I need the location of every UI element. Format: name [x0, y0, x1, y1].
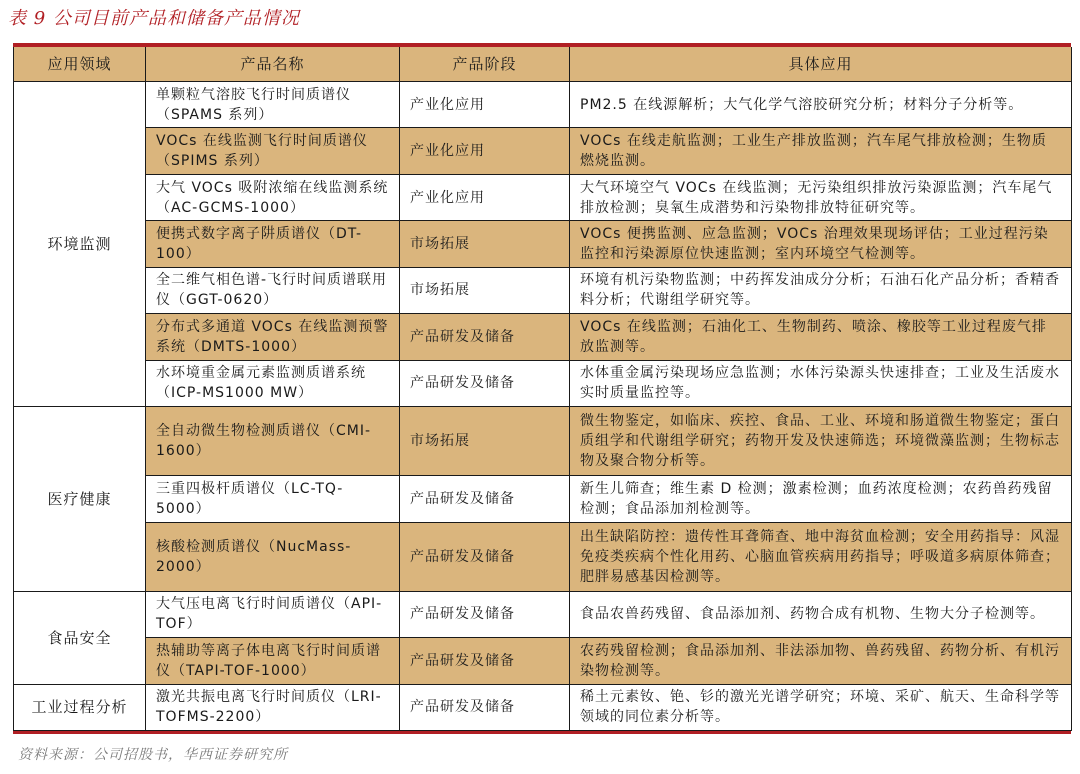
application-cell: 农药残留检测；食品添加剂、非法添加物、兽药残留、药物分析、有机污染物检测等。: [570, 638, 1072, 684]
product-name-cell: 大气压电离飞行时间质谱仪（API-TOF）: [146, 591, 400, 637]
products-table: [13, 47, 1072, 731]
table-row: [14, 638, 1072, 684]
stage-cell: 产品研发及储备: [400, 522, 570, 591]
table-row: [14, 684, 1072, 730]
stage-cell: 市场拓展: [400, 407, 570, 476]
stage-cell: 市场拓展: [400, 267, 570, 313]
application-cell: 出生缺陷防控：遗传性耳聋筛查、地中海贫血检测；安全用药指导：风湿免疫类疾病个性化用药、心脑血管疾病用药指导；呼吸道多病原体筛查；肥胖易感基因检测等。: [570, 522, 1072, 591]
product-name-cell: 核酸检测质谱仪（NucMass-2000）: [146, 522, 400, 591]
application-cell: VOCs 便携监测、应急监测；VOCs 治理效果现场评估；工业过程污染监控和污染源原位快速监测；室内环境空气检测等。: [570, 221, 1072, 267]
product-name-cell: 单颗粒气溶胶飞行时间质谱仪（SPAMS 系列）: [146, 82, 400, 128]
application-cell: 水体重金属污染现场应急监测；水体污染源头快速排查；工业及生活废水实时质量监控等。: [570, 360, 1072, 406]
product-name-cell: 全二维气相色谱-飞行时间质谱联用仪（GGT-0620）: [146, 267, 400, 313]
table-row: [14, 221, 1072, 267]
product-name-cell: 热辅助等离子体电离飞行时间质谱仪（TAPI-TOF-1000）: [146, 638, 400, 684]
stage-cell: 产业化应用: [400, 128, 570, 174]
table-row: [14, 314, 1072, 360]
application-cell: 环境有机污染物监测；中药挥发油成分分析；石油石化产品分析；香精香料分析；代谢组学研究等。: [570, 267, 1072, 313]
table-row: [14, 174, 1072, 220]
application-cell: 新生儿筛查；维生素 D 检测；激素检测；血药浓度检测；农药兽药残留检测；食品添加剂检测等。: [570, 476, 1072, 522]
stage-cell: 产品研发及储备: [400, 638, 570, 684]
header-product-name: 产品名称: [146, 47, 400, 82]
domain-cell: 环境监测: [14, 82, 146, 407]
table-row: [14, 591, 1072, 637]
product-name-cell: VOCs 在线监测飞行时间质谱仪（SPIMS 系列）: [146, 128, 400, 174]
table-row: [14, 407, 1072, 476]
application-cell: VOCs 在线走航监测；工业生产排放监测；汽车尾气排放检测；生物质燃烧监测。: [570, 128, 1072, 174]
stage-cell: 产品研发及储备: [400, 684, 570, 730]
header-application: 具体应用: [570, 47, 1072, 82]
product-name-cell: 三重四极杆质谱仪（LC-TQ-5000）: [146, 476, 400, 522]
stage-cell: 产品研发及储备: [400, 476, 570, 522]
table-row: [14, 267, 1072, 313]
stage-cell: 产品研发及储备: [400, 314, 570, 360]
stage-cell: 产品研发及储备: [400, 360, 570, 406]
header-domain: 应用领域: [14, 47, 146, 82]
table-row: [14, 82, 1072, 128]
product-name-cell: 便携式数字离子阱质谱仪（DT-100）: [146, 221, 400, 267]
application-cell: 微生物鉴定，如临床、疾控、食品、工业、环境和肠道微生物鉴定；蛋白质组学和代谢组学研究；药物开发及快速筛选；环境微藻监测；生物标志物及聚合物分析等。: [570, 407, 1072, 476]
product-name-cell: 大气 VOCs 吸附浓缩在线监测系统（AC-GCMS-1000）: [146, 174, 400, 220]
stage-cell: 产品研发及储备: [400, 591, 570, 637]
stage-cell: 市场拓展: [400, 221, 570, 267]
product-name-cell: 水环境重金属元素监测质谱系统（ICP-MS1000 MW）: [146, 360, 400, 406]
product-name-cell: 全自动微生物检测质谱仪（CMI-1600）: [146, 407, 400, 476]
stage-cell: 产业化应用: [400, 174, 570, 220]
application-cell: 稀土元素钕、铯、钐的激光光谱学研究；环境、采矿、航天、生命科学等领域的同位素分析等。: [570, 684, 1072, 730]
header-stage: 产品阶段: [400, 47, 570, 82]
domain-cell: 食品安全: [14, 591, 146, 684]
table-title: 表 9 公司目前产品和储备产品情况: [8, 8, 300, 29]
product-name-cell: 分布式多通道 VOCs 在线监测预警系统（DMTS-1000）: [146, 314, 400, 360]
table-row: [14, 360, 1072, 406]
table-header-row: [14, 47, 1072, 82]
domain-cell: 工业过程分析: [14, 684, 146, 730]
application-cell: 食品农兽药残留、食品添加剂、药物合成有机物、生物大分子检测等。: [570, 591, 1072, 637]
application-cell: VOCs 在线监测；石油化工、生物制药、喷涂、橡胶等工业过程废气排放监测等。: [570, 314, 1072, 360]
stage-cell: 产业化应用: [400, 82, 570, 128]
bottom-rule: [13, 731, 1071, 734]
domain-cell: 医疗健康: [14, 407, 146, 592]
source-note: 资料来源：公司招股书，华西证券研究所: [18, 747, 288, 763]
table-row: [14, 522, 1072, 591]
application-cell: 大气环境空气 VOCs 在线监测；无污染组织排放污染源监测；汽车尾气排放检测；臭氧生成潜势和污染物排放特征研究等。: [570, 174, 1072, 220]
table-row: [14, 476, 1072, 522]
table-row: [14, 128, 1072, 174]
product-name-cell: 激光共振电离飞行时间质仪（LRI-TOFMS-2200）: [146, 684, 400, 730]
application-cell: PM2.5 在线源解析；大气化学气溶胶研究分析；材料分子分析等。: [570, 82, 1072, 128]
